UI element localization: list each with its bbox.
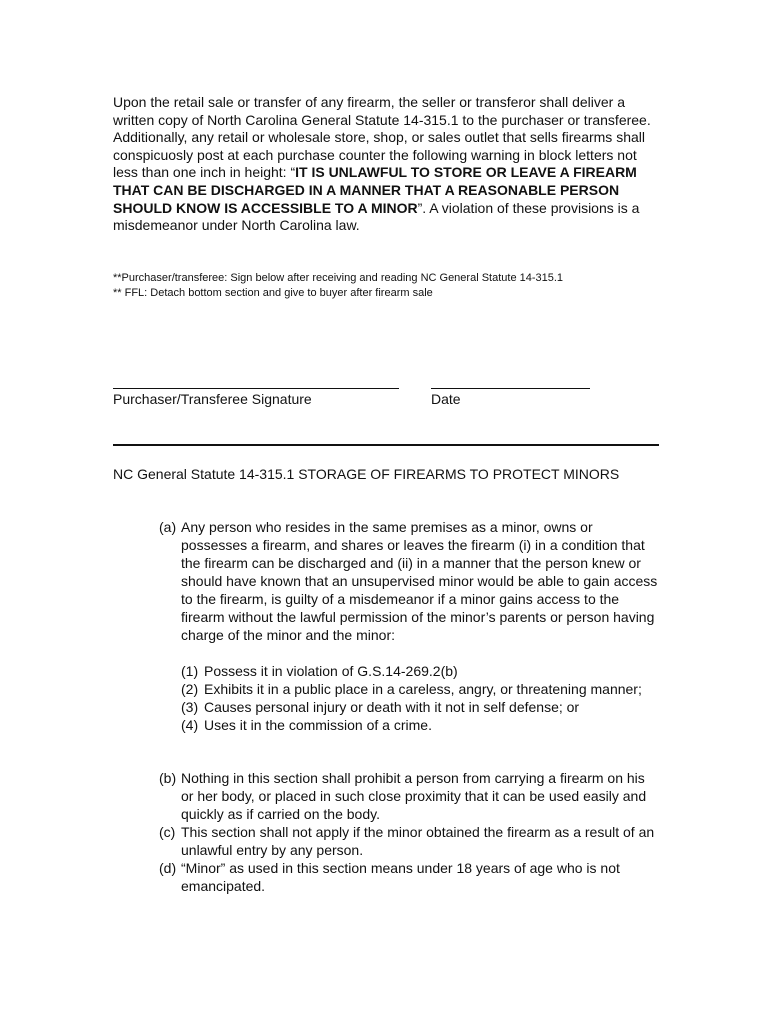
subsection-a: [159, 518, 659, 644]
subsection-d: [159, 859, 659, 895]
list-item-number: (4): [181, 717, 199, 733]
subsection-c-text: This section shall not apply if the minor obtained the firearm as a result of an unlawful entry by any person.: [181, 824, 655, 858]
subsection-b: [159, 769, 659, 823]
list-item-text: Possess it in violation of G.S.14-269.2(b): [204, 663, 458, 679]
ffl-note: ** FFL: Detach bottom section and give to buyer after firearm sale: [113, 287, 433, 299]
subsection-c: [159, 823, 659, 859]
signature-label: Purchaser/Transferee Signature: [113, 391, 312, 407]
subsection-b-text: Nothing in this section shall prohibit a person from carrying a firearm on his or her body, or placed in such close proximity that it can be used easily and quickly as if carried on the body.: [181, 770, 647, 822]
intro-text-before: Upon the retail sale or transfer of any firearm, the seller or transferor shall deliver a written copy of North Carolina General Statute 14-315.1 to the purchaser or transferee. Additionally, any retail or wholesale store, shop, or sales outlet that sells firearms shall conspicuosly post at each purchase counter the following warning in block letters not less than one inch in height: “: [113, 94, 651, 181]
subsection-a-list: [181, 662, 651, 734]
intro-paragraph: [113, 94, 653, 235]
subsection-d-tag: (d): [159, 860, 177, 876]
list-item-text: Causes personal injury or death with it not in self defense; or: [204, 699, 580, 715]
list-item: [181, 698, 651, 716]
detach-divider: [113, 444, 659, 446]
signature-line[interactable]: [113, 388, 399, 389]
list-item-text: Exhibits it in a public place in a careless, angry, or threatening manner;: [204, 681, 642, 697]
subsection-a-tag: (a): [159, 519, 177, 535]
list-item: [181, 662, 651, 680]
list-item-number: (2): [181, 681, 199, 697]
subsection-c-tag: (c): [159, 824, 176, 840]
date-line[interactable]: [431, 388, 590, 389]
list-item: [181, 716, 651, 734]
list-item-number: (3): [181, 699, 199, 715]
statute-title: NC General Statute 14-315.1 STORAGE OF FIREARMS TO PROTECT MINORS: [113, 466, 620, 482]
subsection-d-text: “Minor” as used in this section means under 18 years of age who is not emancipated.: [181, 860, 620, 894]
list-item-text: Uses it in the commission of a crime.: [204, 717, 432, 733]
purchaser-note: **Purchaser/transferee: Sign below after receiving and reading NC General Statute 14-315.1: [113, 272, 564, 284]
list-item: [181, 680, 651, 698]
intro-text-after: ”. A violation of these provisions is a misdemeanor under North Carolina law.: [113, 199, 640, 234]
instruction-notes: [113, 271, 673, 301]
subsection-a-text: Any person who resides in the same premises as a minor, owns or possesses a firearm, and shares or leaves the firearm (i) in a condition that the firearm can be discharged and (ii) in a manner that the person knew or should have known that an unsupervised minor would be able to gain access to the firearm, is guilty of a misdemeanor if a minor gains access to the firearm without the lawful permission of the minor’s parents or person having charge of the minor and the minor:: [181, 519, 658, 643]
warning-text: IT IS UNLAWFUL TO STORE OR LEAVE A FIREARM THAT CAN BE DISCHARGED IN A MANNER THAT A REASONABLE PERSON SHOULD KNOW IS ACCESSIBLE TO A MINOR: [113, 164, 637, 216]
list-item-number: (1): [181, 663, 199, 679]
date-label: Date: [431, 391, 461, 407]
subsection-b-tag: (b): [159, 770, 177, 786]
